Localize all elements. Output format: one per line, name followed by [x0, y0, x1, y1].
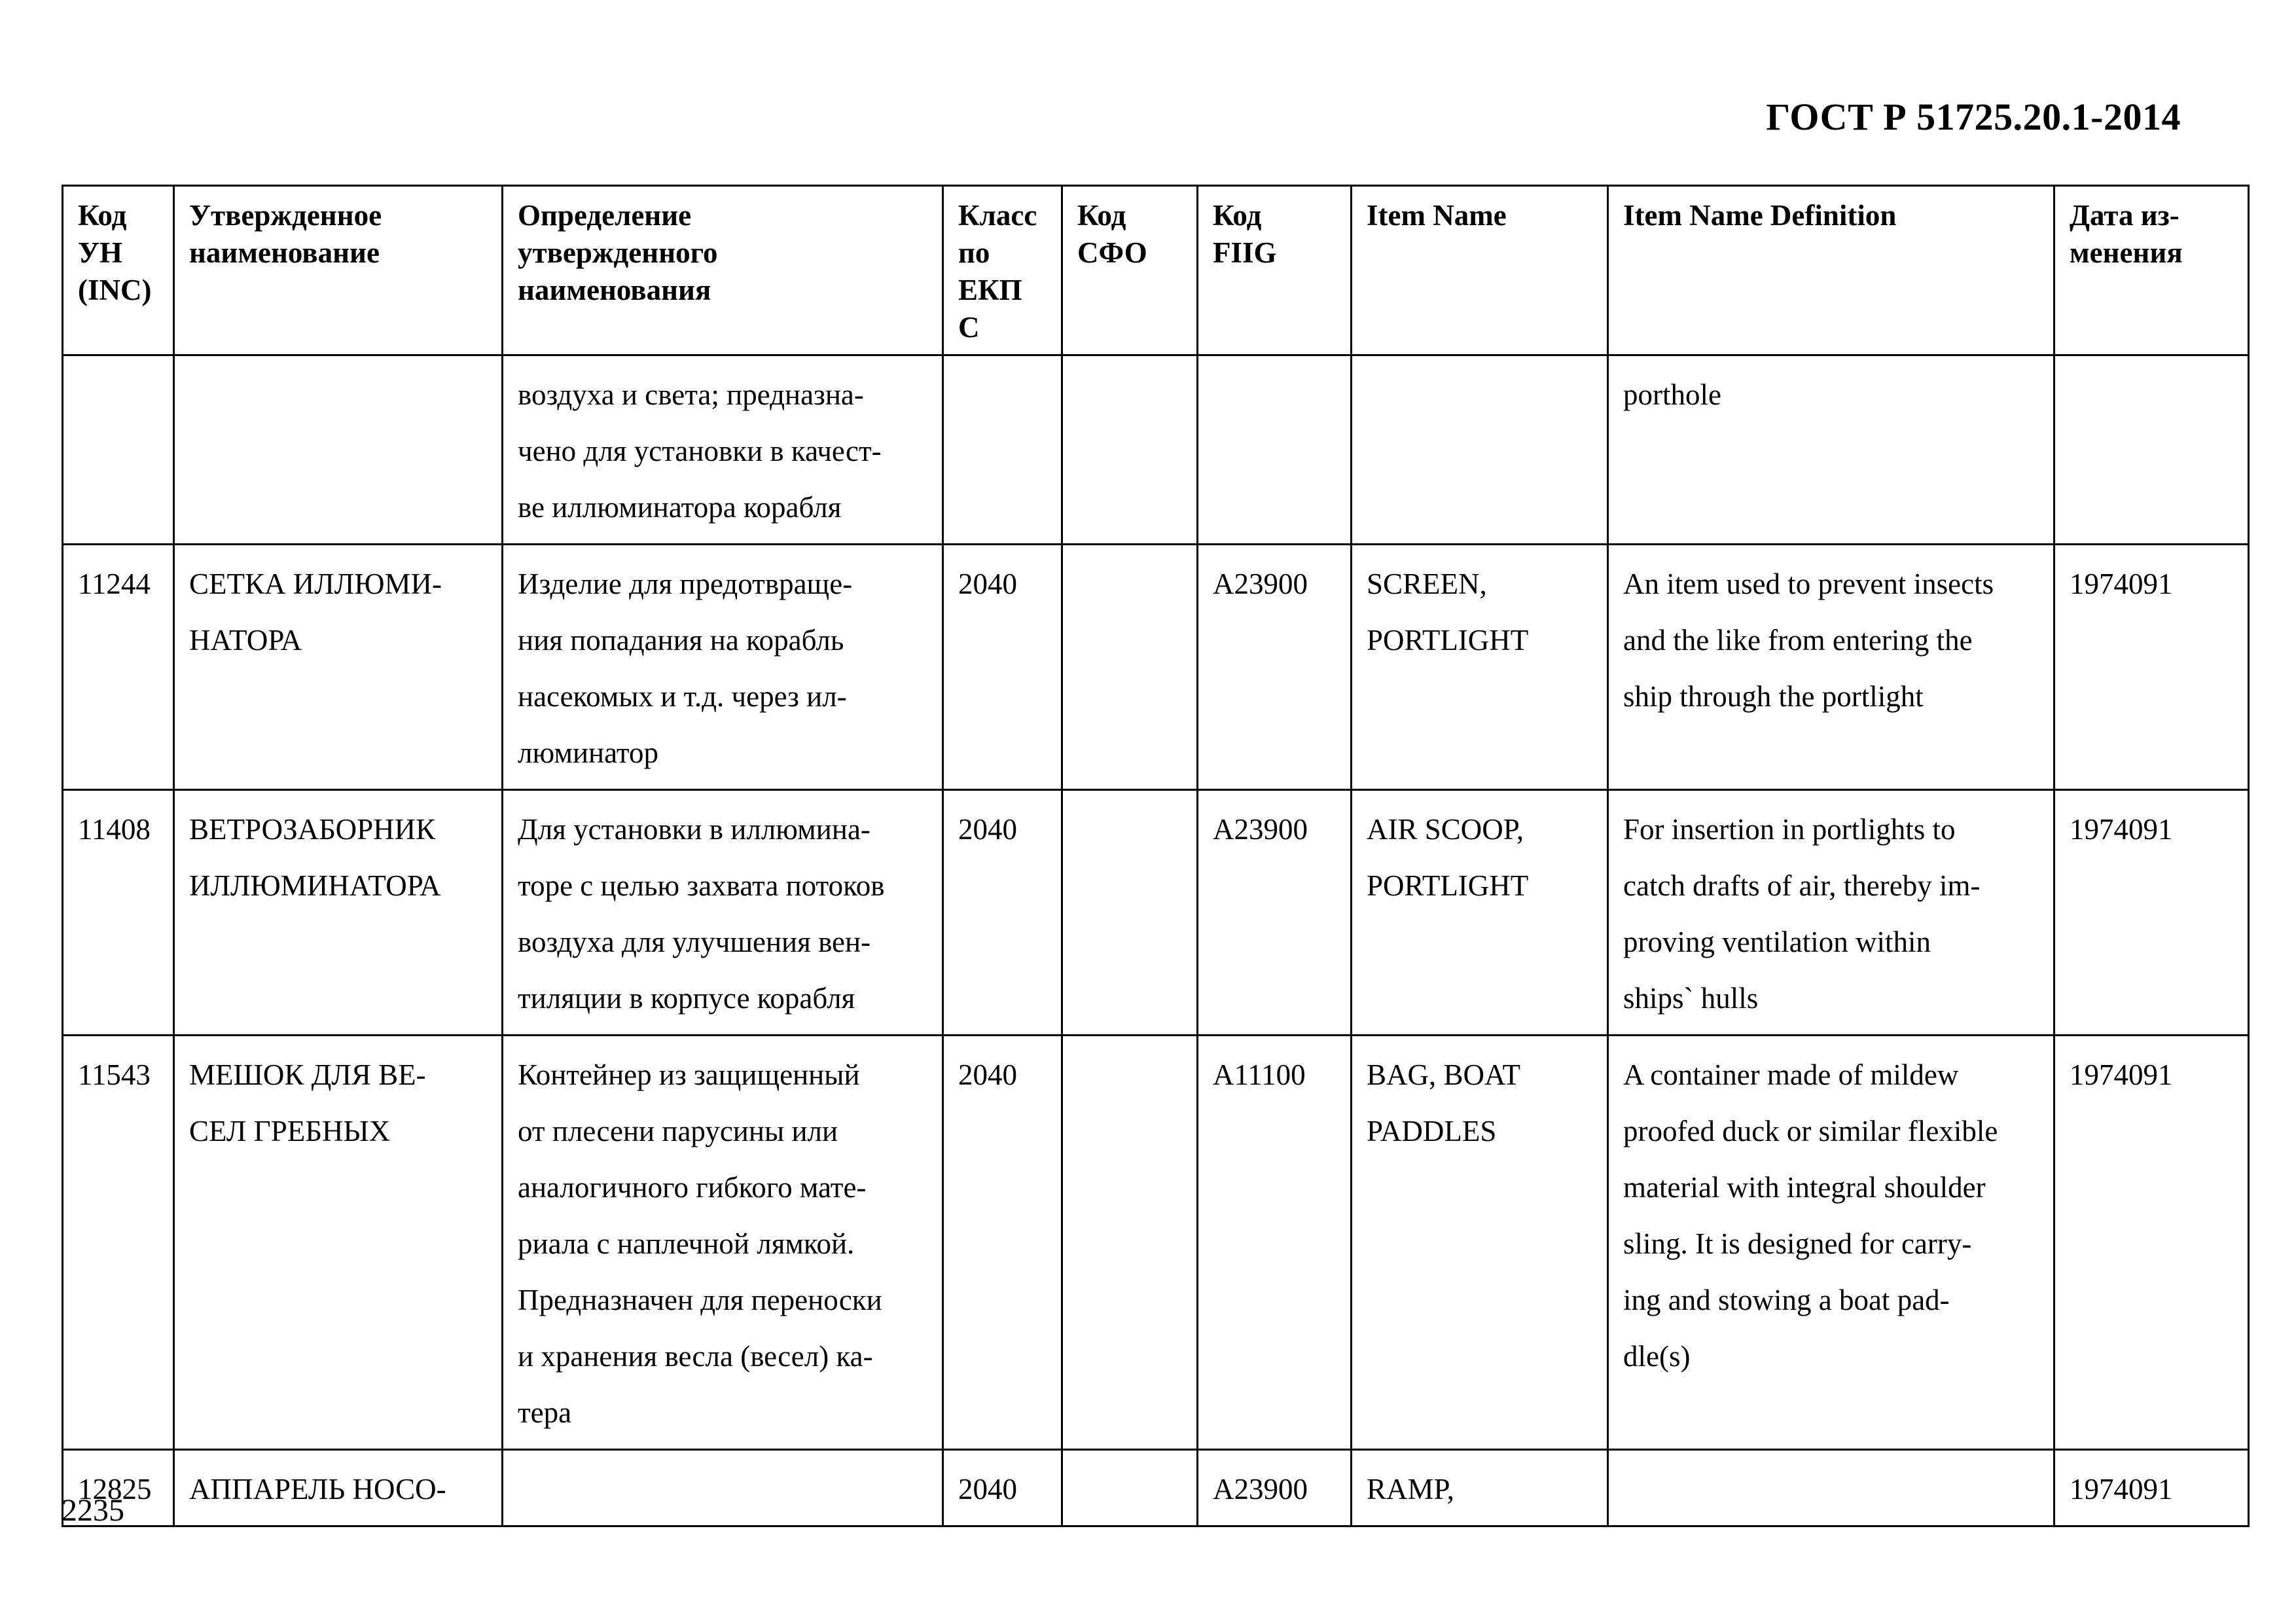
cell-item-name: AIR SCOOP, PORTLIGHT — [1352, 790, 1608, 1036]
cell-definition-ru: Контейнер из защищенный от плесени парусины или аналогичного гибкого мате- риала с наплечной лямкой. Предназначен для переноски и хранения весла (весел) ка- тера — [503, 1036, 943, 1450]
cell-item-definition: For insertion in portlights to catch drafts of air, thereby im- proving ventilation within ships` hulls — [1608, 790, 2054, 1036]
cell-item-definition: A container made of mildew proofed duck or similar flexible material with integral shoulder sling. It is designed for carry- ing and stowing a boat pad- dle(s) — [1608, 1036, 2054, 1450]
cell-class — [943, 355, 1062, 545]
cell-date — [2054, 355, 2249, 545]
cell-definition-ru: воздуха и света; предназна- чено для установки в качест- ве иллюминатора корабля — [503, 355, 943, 545]
standard-code: ГОСТ Р 51725.20.1-2014 — [1766, 96, 2181, 138]
cell-name-ru: МЕШОК ДЛЯ ВЕ- СЕЛ ГРЕБНЫХ — [174, 1036, 503, 1450]
cell-item-name: SCREEN, PORTLIGHT — [1352, 545, 1608, 790]
cell-inc: 11408 — [63, 790, 174, 1036]
table-header-row — [63, 186, 2249, 355]
cell-fiig: A23900 — [1198, 545, 1352, 790]
table-row — [63, 1036, 2249, 1450]
cell-definition-ru: Для установки в иллюмина- торе с целью захвата потоков воздуха для улучшения вен- тиляции в корпусе корабля — [503, 790, 943, 1036]
cell-item-name: RAMP, — [1352, 1450, 1608, 1526]
cell-item-definition: An item used to prevent insects and the like from entering the ship through the portlight — [1608, 545, 2054, 790]
cell-fiig: A23900 — [1198, 790, 1352, 1036]
cell-inc: 11244 — [63, 545, 174, 790]
col-header-name-ru: Утвержденное наименование — [174, 186, 503, 355]
col-header-inc: Код УН (INC) — [63, 186, 174, 355]
cell-sfo — [1062, 355, 1198, 545]
cell-name-ru: АППАРЕЛЬ НОСО- — [174, 1450, 503, 1526]
cell-definition-ru — [503, 1450, 943, 1526]
items-table — [62, 185, 2250, 1527]
cell-inc: 12825 — [63, 1450, 174, 1526]
col-header-sfo: Код СФО — [1062, 186, 1198, 355]
cell-item-name — [1352, 355, 1608, 545]
cell-item-definition: porthole — [1608, 355, 2054, 545]
table-row — [63, 545, 2249, 790]
cell-class: 2040 — [943, 1450, 1062, 1526]
cell-item-name: BAG, BOAT PADDLES — [1352, 1036, 1608, 1450]
col-header-definition-ru: Определение утвержденного наименования — [503, 186, 943, 355]
cell-sfo — [1062, 1450, 1198, 1526]
cell-definition-ru: Изделие для предотвраще- ния попадания на корабль насекомых и т.д. через ил- люминатор — [503, 545, 943, 790]
col-header-date: Дата из- менения — [2054, 186, 2249, 355]
cell-item-definition — [1608, 1450, 2054, 1526]
table-row — [63, 355, 2249, 545]
col-header-fiig: Код FIIG — [1198, 186, 1352, 355]
cell-date: 1974091 — [2054, 1450, 2249, 1526]
cell-date: 1974091 — [2054, 1036, 2249, 1450]
cell-name-ru — [174, 355, 503, 545]
cell-name-ru: ВЕТРОЗАБОРНИК ИЛЛЮМИНАТОРА — [174, 790, 503, 1036]
page-number: 2235 — [62, 1493, 124, 1528]
cell-date: 1974091 — [2054, 790, 2249, 1036]
table-row — [63, 1450, 2249, 1526]
cell-class: 2040 — [943, 1036, 1062, 1450]
cell-fiig: A23900 — [1198, 1450, 1352, 1526]
col-header-item-definition: Item Name Definition — [1608, 186, 2054, 355]
cell-class: 2040 — [943, 790, 1062, 1036]
cell-fiig — [1198, 355, 1352, 545]
cell-class: 2040 — [943, 545, 1062, 790]
cell-inc — [63, 355, 174, 545]
cell-name-ru: СЕТКА ИЛЛЮМИ- НАТОРА — [174, 545, 503, 790]
col-header-class: Класс по ЕКП С — [943, 186, 1062, 355]
cell-inc: 11543 — [63, 1036, 174, 1450]
cell-date: 1974091 — [2054, 545, 2249, 790]
cell-fiig: A11100 — [1198, 1036, 1352, 1450]
col-header-item-name: Item Name — [1352, 186, 1608, 355]
cell-sfo — [1062, 545, 1198, 790]
cell-sfo — [1062, 1036, 1198, 1450]
cell-sfo — [1062, 790, 1198, 1036]
table-row — [63, 790, 2249, 1036]
